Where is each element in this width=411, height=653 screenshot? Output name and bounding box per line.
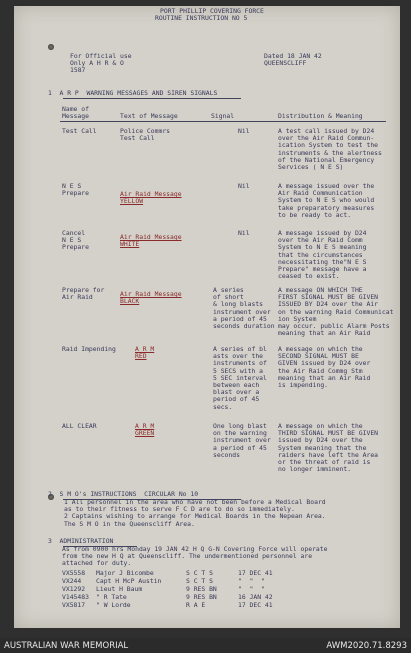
table-cell: Air Raid Message YELLOW	[120, 190, 182, 206]
document-page	[14, 6, 400, 628]
unit: 9 RES BN	[186, 585, 217, 593]
table-cell: Nil	[238, 229, 250, 237]
table-cell: Cancel N E S Prepare	[62, 229, 89, 252]
section-3-intro: As from 0900 hrs Monday 19 JAN 42 H Q G-N Covering Force will operate from the new H Q at Queenscliff. The undermentioned personnel are attached for duty.	[62, 545, 328, 568]
column-header-meaning: Distribution & Meaning	[278, 112, 363, 120]
table-cell: Nil	[238, 127, 250, 135]
document-date: Dated 18 JAN 42 QUEENSCLIFF	[264, 52, 322, 68]
table-cell: ALL CLEAR	[62, 422, 97, 430]
footer-institution: AUSTRALIAN WAR MEMORIAL	[4, 641, 129, 651]
table-cell: A series of bl asts over the instruments of 5 SECS with a 5 SEC interval between each blast over a period of 45 secs.	[213, 345, 267, 411]
table-cell: Air Raid Message WHITE	[120, 233, 182, 249]
column-header-text: Text of Message	[120, 112, 178, 120]
table-cell: N E S Prepare	[62, 182, 89, 198]
heading-underline	[63, 98, 241, 99]
classification-note: For Official use Only A H R & O 1587	[70, 52, 132, 75]
document-title: PORT PHILLIP COVERING FORCE	[160, 7, 264, 15]
table-cell: Police Commrs Test Call	[120, 127, 171, 143]
footer-accession-number: AWM2020.71.8293	[326, 641, 407, 651]
service-number: V145483	[62, 593, 89, 601]
punch-hole	[48, 44, 54, 50]
unit: S C T S	[186, 577, 213, 585]
column-header-signal: Signal	[211, 112, 235, 120]
rank-and-name: Major J Bicombe	[96, 569, 154, 577]
unit: 9 RES BN	[186, 593, 217, 601]
section-1-heading: 1 A R P WARNING MESSAGES AND SIREN SIGNALS	[48, 89, 218, 97]
date: 16 JAN 42	[238, 593, 273, 601]
section-2-body: 1 All personnel in the area who have not been before a Medical Board as to their fitness to serve F C D are to do so immediately. 2 Captains wishing to arrange for Medical Boards in the Nepean Area. The S M O in the Queenscliff Area.	[64, 498, 326, 528]
service-number: VX1292	[62, 585, 86, 593]
table-cell: A message on which the THIRD SIGNAL MUST BE GIVEN issued by D24 over the System meaning that the raiders have left the Area or the threat of raid is no longer imminent.	[278, 422, 379, 474]
service-number: VX5817	[62, 601, 86, 609]
rank-and-name: " R Tate	[96, 593, 127, 601]
service-number: VX5558	[62, 569, 86, 577]
service-number: VX244	[62, 577, 82, 585]
section-2-heading: 2 S M O's INSTRUCTIONS CIRCULAR No 10	[48, 490, 199, 498]
column-header-name: Name of Message	[62, 105, 89, 121]
table-cell: Raid Impending	[62, 345, 116, 353]
table-cell: A message issued over the Air Raid Communication System to N E S who would take preparatory measures to be ready to act.	[278, 182, 375, 219]
table-cell: A message issued by D24 over the Air Raid Comm System to N E S meaning that the circumstances necessitating the"N E S Prepare" message have a ceased to exist.	[278, 229, 367, 281]
rank-and-name: Lieut H Baum	[96, 585, 143, 593]
date: 17 DEC 41	[238, 601, 273, 609]
table-cell: A message ON WHICH THE FIRST SIGNAL MUST BE GIVEN ISSUED BY D24 over the Air on the warning Raid Communicat ion System may occur. public Alarm Posts meaning that an Air Raid	[278, 286, 394, 338]
table-header-rule	[60, 121, 386, 122]
unit: R A E	[186, 601, 206, 609]
table-cell: Nil	[238, 182, 250, 190]
rank-and-name: " W Lorde	[96, 601, 131, 609]
table-cell: A R M GREEN	[135, 422, 155, 438]
section-3-heading: 3 ADMINISTRATION	[48, 537, 114, 545]
table-cell: Test Call	[62, 127, 97, 135]
document-subtitle: ROUTINE INSTRUCTION NO 5	[155, 14, 248, 22]
rank-and-name: Capt H McP Austin	[96, 577, 162, 585]
table-cell: Air Raid Message BLACK	[120, 290, 182, 306]
table-cell: A message on which the SECOND SIGNAL MUST BE GIVEN issued by D24 over the Air Raid Commg Stm meaning that an Air Raid is impending.	[278, 345, 371, 390]
unit: S C T S	[186, 569, 213, 577]
table-cell: A R M RED	[135, 345, 155, 361]
table-cell: A series of short & long blasts instrument over a period of 45 seconds duration	[213, 286, 275, 331]
date: 17 DEC 41	[238, 569, 273, 577]
date: " " "	[238, 585, 265, 593]
table-cell: Prepare for Air Raid	[62, 286, 105, 302]
table-cell: One long blast on the warning instrument over a period of 45 seconds	[213, 422, 271, 459]
date: " " "	[238, 577, 265, 585]
table-cell: A test call issued by D24 over the Air Raid Commun- ication System to test the instruments & the alertness of the National Emergency Services ( N E S)	[278, 127, 382, 172]
